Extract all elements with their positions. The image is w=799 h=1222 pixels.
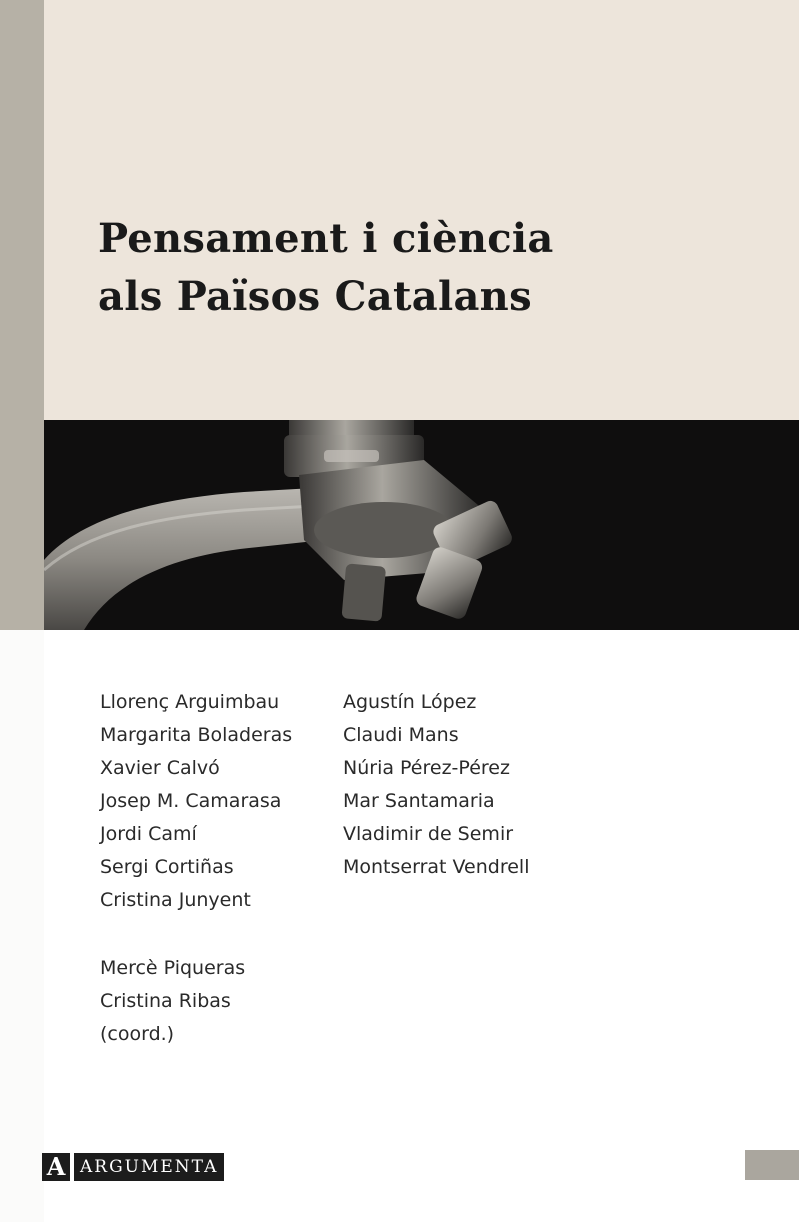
publisher-logo bbox=[42, 1153, 224, 1181]
spine-strip bbox=[0, 0, 44, 630]
spine-strip-lower bbox=[0, 630, 44, 1222]
author-name: Xavier Calvó bbox=[100, 757, 220, 779]
publisher-name: ARGUMENTA bbox=[74, 1153, 224, 1181]
publisher-mark: A bbox=[42, 1153, 70, 1181]
coordinator-name: Mercè Piqueras bbox=[100, 957, 246, 979]
author-name: Mar Santamaria bbox=[343, 790, 495, 812]
author-name: Vladimir de Semir bbox=[343, 823, 514, 845]
author-name: Margarita Boladeras bbox=[100, 724, 293, 746]
coordinator-list bbox=[100, 952, 245, 1051]
book-title bbox=[98, 210, 554, 326]
author-list-left bbox=[100, 686, 292, 917]
microscope-illustration bbox=[44, 420, 799, 630]
author-name: Sergi Cortiñas bbox=[100, 856, 234, 878]
microscope-photo bbox=[44, 420, 799, 630]
author-name: Montserrat Vendrell bbox=[343, 856, 530, 878]
author-name: Jordi Camí bbox=[100, 823, 197, 845]
coordinator-name: Cristina Ribas bbox=[100, 990, 231, 1012]
corner-tab bbox=[745, 1150, 799, 1180]
title-line-1: Pensament i ciència bbox=[98, 215, 554, 262]
author-name: Claudi Mans bbox=[343, 724, 459, 746]
author-name: Agustín López bbox=[343, 691, 477, 713]
author-name: Llorenç Arguimbau bbox=[100, 691, 280, 713]
author-list-right bbox=[343, 686, 529, 884]
author-name: Cristina Junyent bbox=[100, 889, 251, 911]
author-name: Núria Pérez-Pérez bbox=[343, 757, 510, 779]
title-line-2: als Països Catalans bbox=[98, 273, 532, 320]
author-name: Josep M. Camarasa bbox=[100, 790, 282, 812]
coordinator-role: (coord.) bbox=[100, 1023, 175, 1045]
